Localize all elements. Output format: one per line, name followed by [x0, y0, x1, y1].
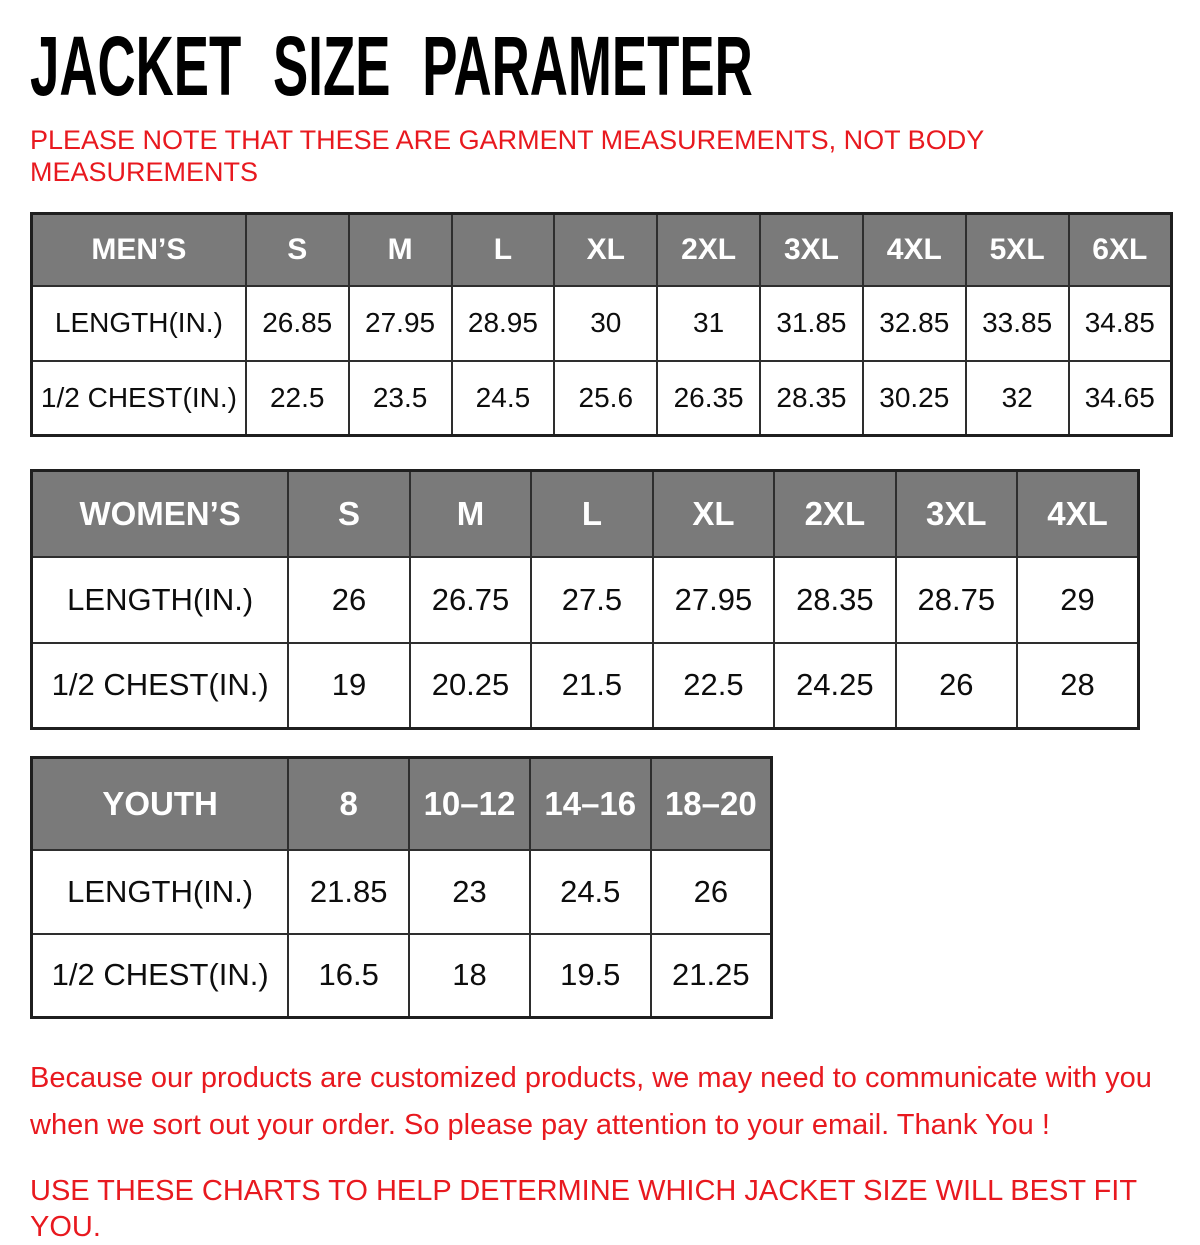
mens-row-label: 1/2 CHEST(IN.): [32, 361, 246, 436]
womens-measurement-value: 29: [1017, 557, 1138, 643]
youth-size-table: [30, 756, 773, 1019]
womens-header-row: [32, 471, 1139, 557]
womens-measurement-value: 27.95: [653, 557, 774, 643]
customization-notice-line-2: when we sort out your order. So please pay attention to your email. Thank You !: [30, 1109, 1050, 1141]
womens-size-column-header: L: [531, 471, 652, 557]
mens-table-title: MEN’S: [32, 214, 246, 286]
womens-measurement-value: 26.75: [410, 557, 531, 643]
mens-measurement-value: 27.95: [349, 286, 452, 361]
mens-measurement-value: 31: [657, 286, 760, 361]
womens-measurement-value: 22.5: [653, 643, 774, 729]
womens-size-column-header: XL: [653, 471, 774, 557]
page-title: JACKET SIZE PARAMETER: [30, 18, 753, 114]
mens-measurement-value: 23.5: [349, 361, 452, 436]
womens-measurement-value: 26: [896, 643, 1017, 729]
womens-table-title: WOMEN’S: [32, 471, 289, 557]
customization-notice-line-1: Because our products are customized products, we may need to communicate with you: [30, 1062, 1152, 1094]
page-title-wrap: [30, 18, 1180, 116]
mens-size-column-header: 2XL: [657, 214, 760, 286]
mens-measurement-value: 28.95: [452, 286, 555, 361]
womens-measurement-value: 27.5: [531, 557, 652, 643]
garment-measurement-note: [30, 124, 1180, 188]
womens-size-table: [30, 469, 1140, 730]
womens-measurement-value: 21.5: [531, 643, 652, 729]
mens-size-column-header: 6XL: [1069, 214, 1172, 286]
womens-measurement-value: 19: [288, 643, 409, 729]
note-line-2: MEASUREMENTS: [30, 157, 259, 187]
mens-measurement-value: 26.85: [246, 286, 349, 361]
womens-row-label: LENGTH(IN.): [32, 557, 289, 643]
mens-row-label: LENGTH(IN.): [32, 286, 246, 361]
youth-size-column-header: 10–12: [409, 758, 530, 850]
mens-measurement-row: [32, 361, 1172, 436]
mens-measurement-value: 32.85: [863, 286, 966, 361]
youth-row-label: LENGTH(IN.): [32, 850, 289, 934]
womens-measurement-value: 20.25: [410, 643, 531, 729]
youth-measurement-row: [32, 934, 772, 1018]
mens-measurement-value: 22.5: [246, 361, 349, 436]
womens-size-column-header: 4XL: [1017, 471, 1138, 557]
mens-header-row: [32, 214, 1172, 286]
youth-size-column-header: 18–20: [651, 758, 772, 850]
womens-measurement-value: 26: [288, 557, 409, 643]
youth-table-title: YOUTH: [32, 758, 289, 850]
womens-measurement-value: 28: [1017, 643, 1138, 729]
youth-measurement-value: 24.5: [530, 850, 651, 934]
mens-measurement-value: 30: [554, 286, 657, 361]
womens-measurement-value: 28.35: [774, 557, 895, 643]
customization-notice: [30, 1055, 1180, 1149]
youth-measurement-row: [32, 850, 772, 934]
chart-usage-note: USE THESE CHARTS TO HELP DETERMINE WHICH JACKET SIZE WILL BEST FIT YOU.: [30, 1175, 1137, 1243]
mens-measurement-value: 25.6: [554, 361, 657, 436]
womens-row-label: 1/2 CHEST(IN.): [32, 643, 289, 729]
womens-size-column-header: 3XL: [896, 471, 1017, 557]
youth-measurement-value: 21.25: [651, 934, 772, 1018]
womens-size-column-header: 2XL: [774, 471, 895, 557]
youth-measurement-value: 19.5: [530, 934, 651, 1018]
mens-measurement-value: 24.5: [452, 361, 555, 436]
youth-measurement-value: 26: [651, 850, 772, 934]
mens-size-column-header: M: [349, 214, 452, 286]
youth-measurement-value: 23: [409, 850, 530, 934]
youth-measurement-value: 18: [409, 934, 530, 1018]
womens-measurement-row: [32, 643, 1139, 729]
mens-measurement-value: 26.35: [657, 361, 760, 436]
youth-row-label: 1/2 CHEST(IN.): [32, 934, 289, 1018]
youth-header-row: [32, 758, 772, 850]
womens-measurement-value: 28.75: [896, 557, 1017, 643]
womens-size-column-header: M: [410, 471, 531, 557]
mens-measurement-value: 33.85: [966, 286, 1069, 361]
mens-size-column-header: XL: [554, 214, 657, 286]
mens-measurement-value: 31.85: [760, 286, 863, 361]
womens-measurement-value: 24.25: [774, 643, 895, 729]
mens-size-column-header: 4XL: [863, 214, 966, 286]
mens-size-column-header: L: [452, 214, 555, 286]
mens-size-column-header: 3XL: [760, 214, 863, 286]
mens-measurement-value: 30.25: [863, 361, 966, 436]
mens-size-column-header: 5XL: [966, 214, 1069, 286]
youth-size-column-header: 14–16: [530, 758, 651, 850]
youth-measurement-value: 16.5: [288, 934, 409, 1018]
mens-size-table: [30, 212, 1173, 437]
womens-measurement-row: [32, 557, 1139, 643]
mens-measurement-value: 28.35: [760, 361, 863, 436]
mens-measurement-value: 32: [966, 361, 1069, 436]
womens-size-column-header: S: [288, 471, 409, 557]
youth-measurement-value: 21.85: [288, 850, 409, 934]
youth-size-column-header: 8: [288, 758, 409, 850]
mens-measurement-value: 34.65: [1069, 361, 1172, 436]
mens-measurement-row: [32, 286, 1172, 361]
mens-measurement-value: 34.85: [1069, 286, 1172, 361]
note-line-1: PLEASE NOTE THAT THESE ARE GARMENT MEASUREMENTS, NOT BODY: [30, 125, 985, 155]
mens-size-column-header: S: [246, 214, 349, 286]
